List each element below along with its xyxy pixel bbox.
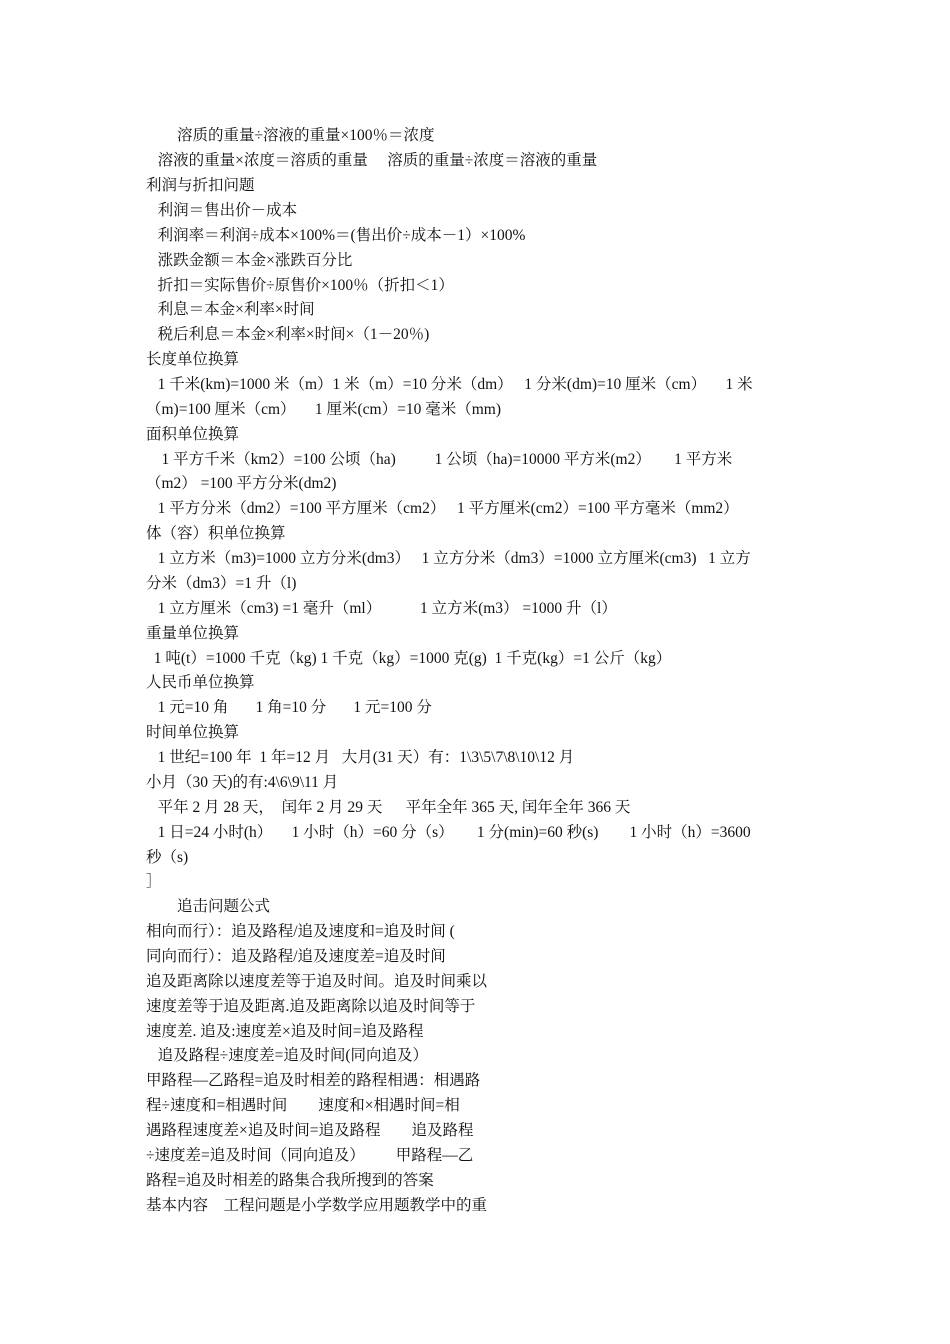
text-line: ÷速度差=追及时间（同向追及） 甲路程—乙 xyxy=(146,1147,474,1164)
section-heading: 时间单位换算 xyxy=(146,724,240,741)
text-line: 1 立方米（m3)=1000 立方分米(dm3） 1 立方分米（dm3）=1000 立方厘米(cm3) 1 立方 xyxy=(146,550,751,567)
text-line: （m)=100 厘米（cm） 1 厘米(cm）=10 毫米（mm) xyxy=(146,401,502,418)
text-line: 利息＝本金×利率×时间 xyxy=(146,301,315,318)
text-line: 1 平方千米（km2）=100 公顷（ha) 1 公顷（ha)=10000 平方米(m2） 1 平方米 xyxy=(146,451,733,468)
text-line: 追及距离除以速度差等于追及时间。追及时间乘以 xyxy=(146,973,488,990)
text-line: 1 日=24 小时(h） 1 小时（h）=60 分（s） 1 分(min)=60 秒(s) 1 小时（h）=3600 xyxy=(146,824,751,841)
text-line: 利润率＝利润÷成本×100%＝(售出价÷成本－1）×100% xyxy=(146,227,526,244)
text-line: 1 吨(t）=1000 千克（kg) 1 千克（kg）=1000 克(g) 1 千克(kg）=1 公斤（kg） xyxy=(146,650,672,667)
text-line: 平年 2 月 28 天， 闰年 2 月 29 天 平年全年 365 天, 闰年全年 366 天 xyxy=(146,799,631,816)
section-heading: 体（容）积单位换算 xyxy=(146,525,286,542)
text-line: 同向而行）：追及路程/追及速度差=追及时间 xyxy=(146,948,446,965)
text-line: 1 立方厘米（cm3) =1 毫升（ml） 1 立方米(m3） =1000 升（l） xyxy=(146,600,617,617)
text-line: 涨跌金额＝本金×涨跌百分比 xyxy=(146,252,353,269)
text-line: 遇路程速度差×追及时间=追及路程 追及路程 xyxy=(146,1122,474,1139)
text-line: 溶液的重量×浓度＝溶质的重量 溶质的重量÷浓度＝溶液的重量 xyxy=(146,152,598,169)
text-line: 追及路程÷速度差=追及时间(同向追及） xyxy=(146,1047,429,1064)
text-line: （m2） =100 平方分米(dm2) xyxy=(146,475,337,492)
text-line: 利润＝售出价－成本 xyxy=(146,202,298,219)
section-heading: 人民币单位换算 xyxy=(146,674,255,691)
section-heading: 长度单位换算 xyxy=(146,351,240,368)
text-line: 折扣＝实际售价÷原售价×100％（折扣＜1） xyxy=(146,277,454,294)
text-line: 基本内容 工程问题是小学数学应用题教学中的重 xyxy=(146,1197,488,1214)
text-line: 分米（dm3）=1 升（l) xyxy=(146,575,297,592)
section-heading: 利润与折扣问题 xyxy=(146,177,255,194)
section-heading: 面积单位换算 xyxy=(146,426,240,443)
text-line: 税后利息＝本金×利率×时间×（1－20％) xyxy=(146,326,430,343)
section-heading: 重量单位换算 xyxy=(146,625,240,642)
section-heading: 追击问题公式 xyxy=(146,898,271,915)
text-line: 1 平方分米（dm2）=100 平方厘米（cm2） 1 平方厘米(cm2）=100 平方毫米（mm2） xyxy=(146,500,739,517)
text-line: 速度差等于追及距离.追及距离除以追及时间等于 xyxy=(146,998,476,1015)
text-line: 1 元=10 角 1 角=10 分 1 元=100 分 xyxy=(146,699,432,716)
text-line: 相向而行）：追及路程/追及速度和=追及时间 ( xyxy=(146,923,455,940)
text-line: 速度差. 追及:速度差×追及时间=追及路程 xyxy=(146,1023,424,1040)
text-line: 甲路程—乙路程=追及时相差的路程相遇：相遇路 xyxy=(146,1072,481,1089)
text-line: 路程=追及时相差的路集合我所搜到的答案 xyxy=(146,1172,434,1189)
text-line: 1 千米(km)=1000 米（m）1 米（m）=10 分米（dm） 1 分米(dm)=10 厘米（cm） 1 米 xyxy=(146,376,753,393)
text-line: 程÷速度和=相遇时间 速度和×相遇时间=相 xyxy=(146,1097,460,1114)
text-line: 1 世纪=100 年 1 年=12 月 大月(31 天）有：1\3\5\7\8\10\12 月 xyxy=(146,749,575,766)
text-line: 秒（s) xyxy=(146,849,189,866)
text-line: 溶质的重量÷溶液的重量×100％＝浓度 xyxy=(146,127,435,144)
text-line: 小月（30 天)的有:4\6\9\11 月 xyxy=(146,774,339,791)
text-line: ］ xyxy=(146,873,162,890)
